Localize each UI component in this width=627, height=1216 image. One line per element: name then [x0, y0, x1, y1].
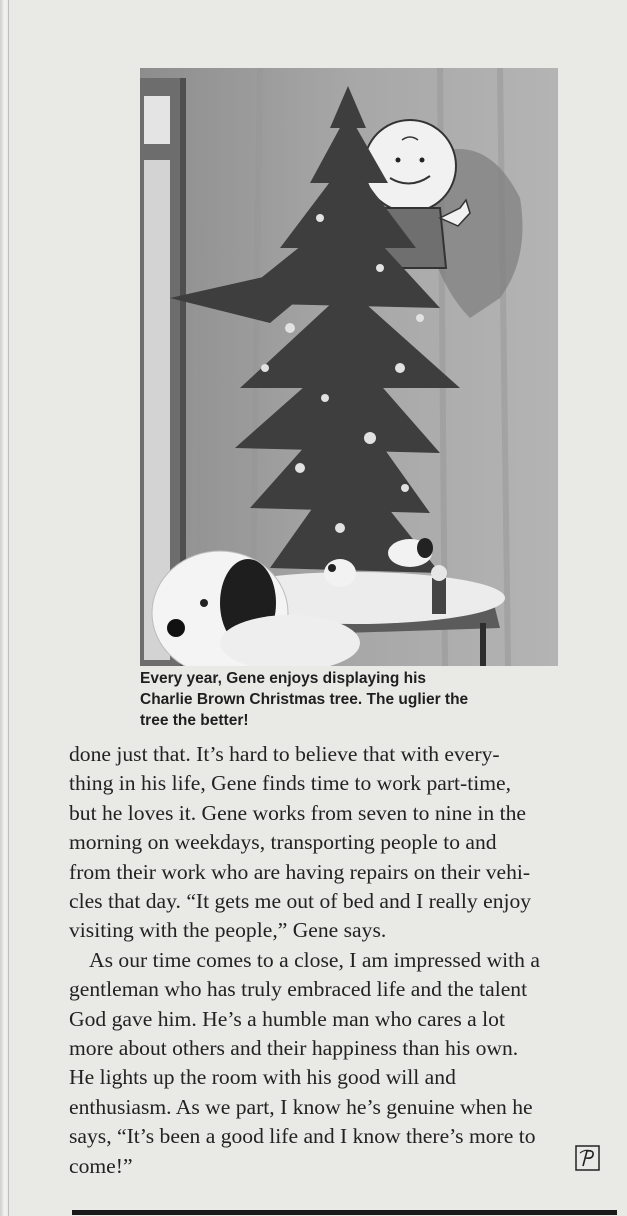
bottom-rule — [72, 1210, 617, 1215]
body-line: come!” — [69, 1153, 133, 1178]
christmas-tree-photo — [140, 68, 558, 666]
body-line: enthusiasm. As we part, I know he’s genuine when he — [69, 1094, 533, 1119]
body-line: gentleman who has truly embraced life and the talent — [69, 977, 528, 1002]
body-line: morning on weekdays, transporting people to and — [69, 830, 497, 855]
body-line: but he loves it. Gene works from seven to nine in the — [69, 800, 526, 825]
caption-line: tree the better! — [140, 712, 249, 729]
body-line: thing in his life, Gene finds time to work part-time, — [69, 771, 511, 796]
body-line: As our time comes to a close, I am impressed with a — [89, 947, 540, 972]
caption-line: Every year, Gene enjoys displaying his — [140, 670, 427, 687]
photo-illustration — [140, 68, 558, 666]
body-line: from their work who are having repairs on their vehi- — [69, 859, 531, 884]
article-body — [69, 740, 627, 1181]
body-line: He lights up the room with his good will and — [69, 1065, 456, 1090]
body-line: God gave him. He’s a humble man who cares a lot — [69, 1006, 505, 1031]
caption-line: Charlie Brown Christmas tree. The uglier the — [140, 691, 469, 708]
body-line: more about others and their happiness than his own. — [69, 1036, 519, 1061]
body-line: visiting with the people,” Gene says. — [69, 918, 387, 943]
body-line: done just that. It’s hard to believe that with every- — [69, 742, 500, 766]
end-mark-icon — [575, 1145, 600, 1171]
photo-caption — [140, 668, 570, 731]
page-edge — [0, 0, 9, 1216]
body-line: cles that day. “It gets me out of bed and I really enjoy — [69, 889, 532, 914]
body-line: says, “It’s been a good life and I know there’s more to — [69, 1124, 536, 1149]
